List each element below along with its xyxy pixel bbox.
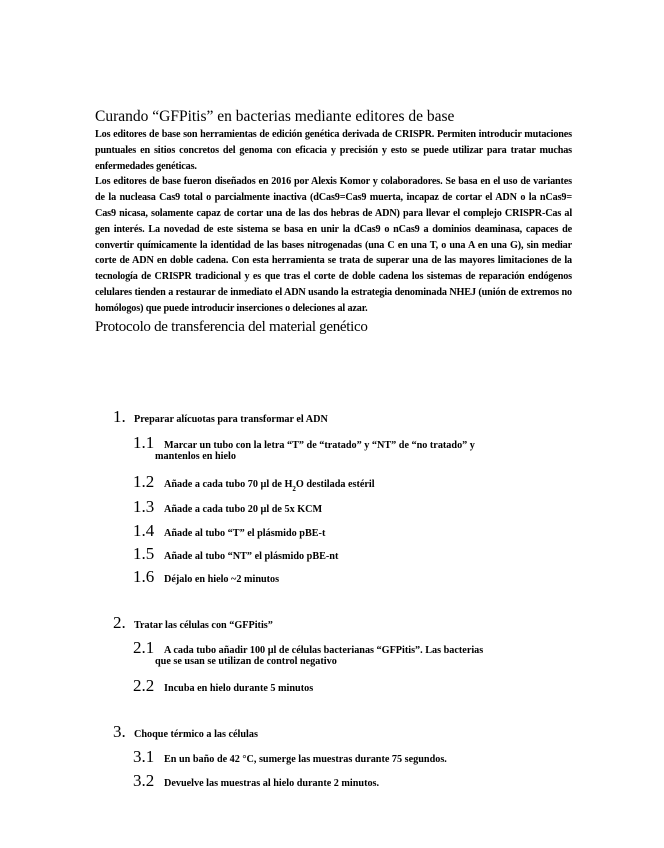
substep-3-1 bbox=[133, 747, 553, 767]
step-label: Tratar las células con “GFPitis” bbox=[134, 620, 273, 631]
substep-1-2 bbox=[133, 472, 553, 497]
substep-label: A cada tubo añadir 100 µl de células bacterianas “GFPitis”. Las bacterias bbox=[164, 645, 484, 656]
protocol-title: Protocolo de transferencia del material genético bbox=[95, 318, 368, 335]
substep-number: 3.1 bbox=[133, 747, 155, 766]
step-label: Preparar alícuotas para transformar el ADN bbox=[134, 414, 328, 425]
substep-label: Marcar un tubo con la letra “T” de “tratado” y “NT” de “no tratado” y bbox=[164, 440, 475, 451]
background-paragraph: Los editores de base fueron diseñados en 2016 por Alexis Komor y colaboradores. Se basa en el uso de variantes de la nucleasa Cas9 total o parcialmente inactiva (dCas9=Cas9 muerta, incapaz de cortar el ADN o la nCas9= Cas9 nicasa, solamente capaz de cortar una de las dos hebras de ADN) para llevar el complejo CRISPR-Cas al gen interés. La novedad de este sistema se basa en unir la dCas9 o nCas9 a dominios deaminasa, capaces de convertir químicamente la identidad de las bases nitrogenadas (una C en una T, o una A en una G), sin mediar corte de ADN en doble cadena. Con esta herramienta se trata de superar una de las mayores limitaciones de la tecnología de CRISPR tradicional y es que tras el corte de doble cadena los sistemas de reparación endógenos celulares tienden a restaurar de inmediato el ADN usando la estrategia denominada NHEJ (unión de extremos no homólogos) que puede introducir inserciones o deleciones al azar. bbox=[95, 176, 572, 314]
substep-1-4 bbox=[133, 521, 553, 541]
step-number: 3. bbox=[113, 722, 126, 741]
step-number: 2. bbox=[113, 613, 126, 632]
substep-number: 1.6 bbox=[133, 567, 155, 586]
substep-label: Añade a cada tubo 20 µl de 5x KCM bbox=[164, 504, 323, 515]
substep-1-3 bbox=[133, 497, 553, 517]
substep-continuation: que se usan se utilizan de control negativo bbox=[155, 656, 337, 667]
substep-number: 1.2 bbox=[133, 472, 155, 491]
substep-number: 2.1 bbox=[133, 638, 155, 657]
substep-label-b: O destilada estéril bbox=[295, 479, 375, 490]
step-3 bbox=[113, 722, 563, 742]
step-2 bbox=[113, 613, 563, 633]
substep-label-a: Añade a cada tubo 70 µl de H bbox=[164, 479, 293, 490]
document-body bbox=[95, 107, 572, 336]
substep-1-6 bbox=[133, 567, 553, 587]
substep-number: 3.2 bbox=[133, 771, 155, 790]
substep-number: 1.5 bbox=[133, 544, 155, 563]
substep-continuation: mantenlos en hielo bbox=[155, 451, 236, 462]
substep-3-2 bbox=[133, 771, 553, 791]
substep-number: 1.3 bbox=[133, 497, 155, 516]
step-number: 1. bbox=[113, 407, 126, 426]
substep-label: Añade al tubo “NT” el plásmido pBE-nt bbox=[164, 551, 339, 562]
intro-paragraph: Los editores de base son herramientas de edición genética derivada de CRISPR. Permiten introducir mutaciones puntuales en sitios concretos del genoma con eficacia y precisión y esto se puede utilizar para tratar muchas enfermedades genéticas. bbox=[95, 129, 572, 172]
substep-label: Déjalo en hielo ~2 minutos bbox=[164, 574, 280, 585]
substep-number: 1.4 bbox=[133, 521, 155, 540]
step-1 bbox=[113, 407, 563, 427]
substep-1-1 bbox=[133, 433, 553, 464]
substep-number: 1.1 bbox=[133, 433, 155, 452]
substep-1-5 bbox=[133, 544, 553, 564]
substep-label: Añade al tubo “T” el plásmido pBE-t bbox=[164, 528, 326, 539]
substep-2-2 bbox=[133, 676, 553, 696]
subscript-two: 2 bbox=[292, 485, 296, 494]
substep-label: En un baño de 42 °C, sumerge las muestras durante 75 segundos. bbox=[164, 754, 447, 765]
step-label: Choque térmico a las células bbox=[134, 729, 258, 740]
substep-label: Devuelve las muestras al hielo durante 2 minutos. bbox=[164, 778, 380, 789]
substep-2-1 bbox=[133, 638, 553, 669]
substep-number: 2.2 bbox=[133, 676, 155, 695]
substep-label: Incuba en hielo durante 5 minutos bbox=[164, 683, 314, 694]
document-title: Curando “GFPitis” en bacterias mediante editores de base bbox=[95, 108, 455, 125]
